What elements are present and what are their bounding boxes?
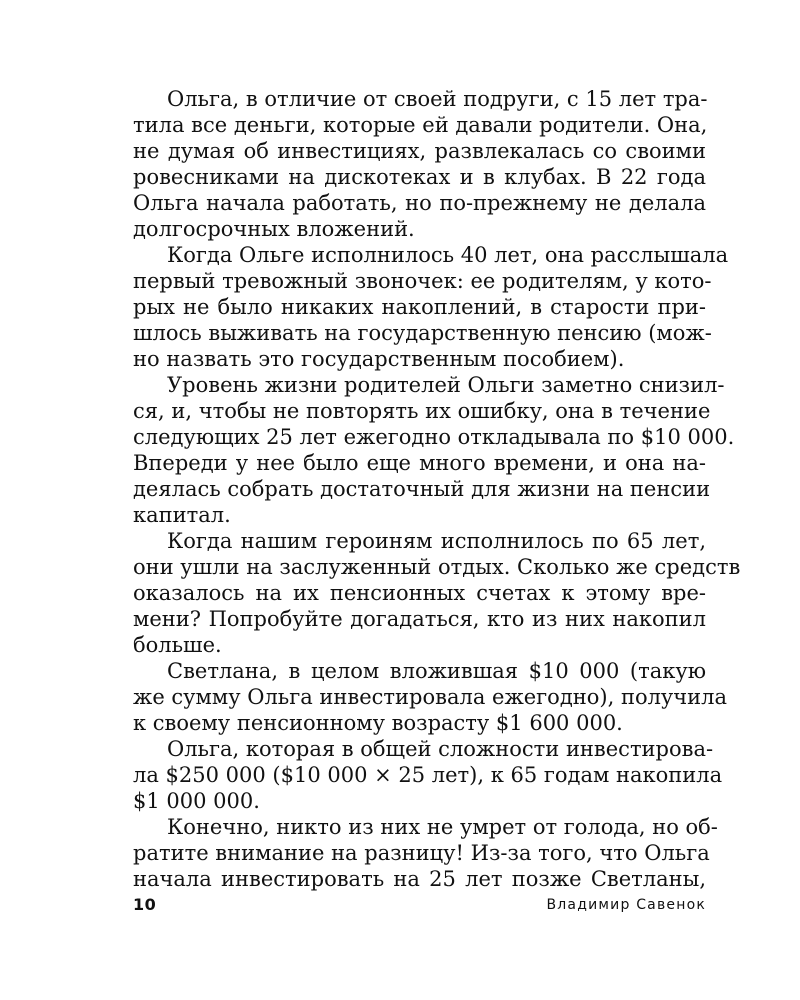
text-line: Ольга, в отличие от своей подруги, с 15 лет тра- — [167, 87, 708, 111]
text-line: они ушли на заслуженный отдых. Сколько же средств — [133, 555, 741, 579]
paragraph — [133, 736, 723, 814]
text-line: мени? Попробуйте догадаться, кто из них накопил — [133, 607, 706, 631]
page-number: 10 — [133, 895, 157, 914]
text-line: следующих 25 лет ежегодно откладывала по $10 000. — [133, 425, 735, 449]
text-line: ла $250 000 ($10 000 × 25 лет), к 65 годам накопила — [133, 763, 723, 787]
paragraph — [133, 658, 728, 736]
text-line: ровесниками на дискотеках и в клубах. В 22 года — [133, 165, 706, 189]
running-head-author: Владимир Савенок — [546, 897, 706, 913]
paragraph — [133, 528, 741, 658]
text-line: Конечно, никто из них не умрет от голода, но об- — [167, 815, 718, 839]
text-line: Впереди у нее было еще много времени, и она на- — [133, 451, 706, 475]
text-line: больше. — [133, 633, 222, 657]
text-line: Светлана, в целом вложившая $10 000 (такую — [167, 659, 706, 683]
page-footer — [133, 895, 706, 917]
text-line: к своему пенсионному возрасту $1 600 000. — [133, 711, 623, 735]
text-line: первый тревожный звоночек: ее родителям, у кото- — [133, 269, 712, 293]
paragraph — [133, 372, 735, 528]
text-line: капитал. — [133, 503, 231, 527]
text-line: ся, и, чтобы не повторять их ошибку, она в течение — [133, 399, 711, 423]
text-line: Ольга начала работать, но по-прежнему не делала — [133, 191, 706, 215]
text-line: Уровень жизни родителей Ольги заметно снизил- — [167, 373, 725, 397]
page-body — [133, 86, 741, 892]
text-line: деялась собрать достаточный для жизни на пенсии — [133, 477, 711, 501]
text-line: но назвать это государственным пособием). — [133, 347, 625, 371]
text-line: же сумму Ольга инвестировала ежегодно), получила — [133, 685, 728, 709]
text-line: Когда Ольге исполнилось 40 лет, она расслышала — [167, 243, 729, 267]
text-line: Когда нашим героиням исполнилось по 65 лет, — [167, 529, 706, 553]
text-line: $1 000 000. — [133, 789, 260, 813]
text-line: долгосрочных вложений. — [133, 217, 415, 241]
text-line: шлось выживать на государственную пенсию (мож- — [133, 321, 712, 345]
text-line: рых не было никаких накоплений, в старости при- — [133, 295, 706, 319]
text-line: оказалось на их пенсионных счетах к этому вре- — [133, 581, 706, 605]
paragraph — [133, 242, 729, 372]
paragraph — [133, 814, 718, 892]
text-line: не думая об инвестициях, развлекалась со своими — [133, 139, 706, 163]
text-line: Ольга, которая в общей сложности инвестирова- — [167, 737, 714, 761]
text-line: тила все деньги, которые ей давали родители. Она, — [133, 113, 708, 137]
text-line: начала инвестировать на 25 лет позже Светланы, — [133, 867, 706, 891]
paragraph — [133, 86, 706, 242]
text-line: ратите внимание на разницу! Из-за того, что Ольга — [133, 841, 710, 865]
